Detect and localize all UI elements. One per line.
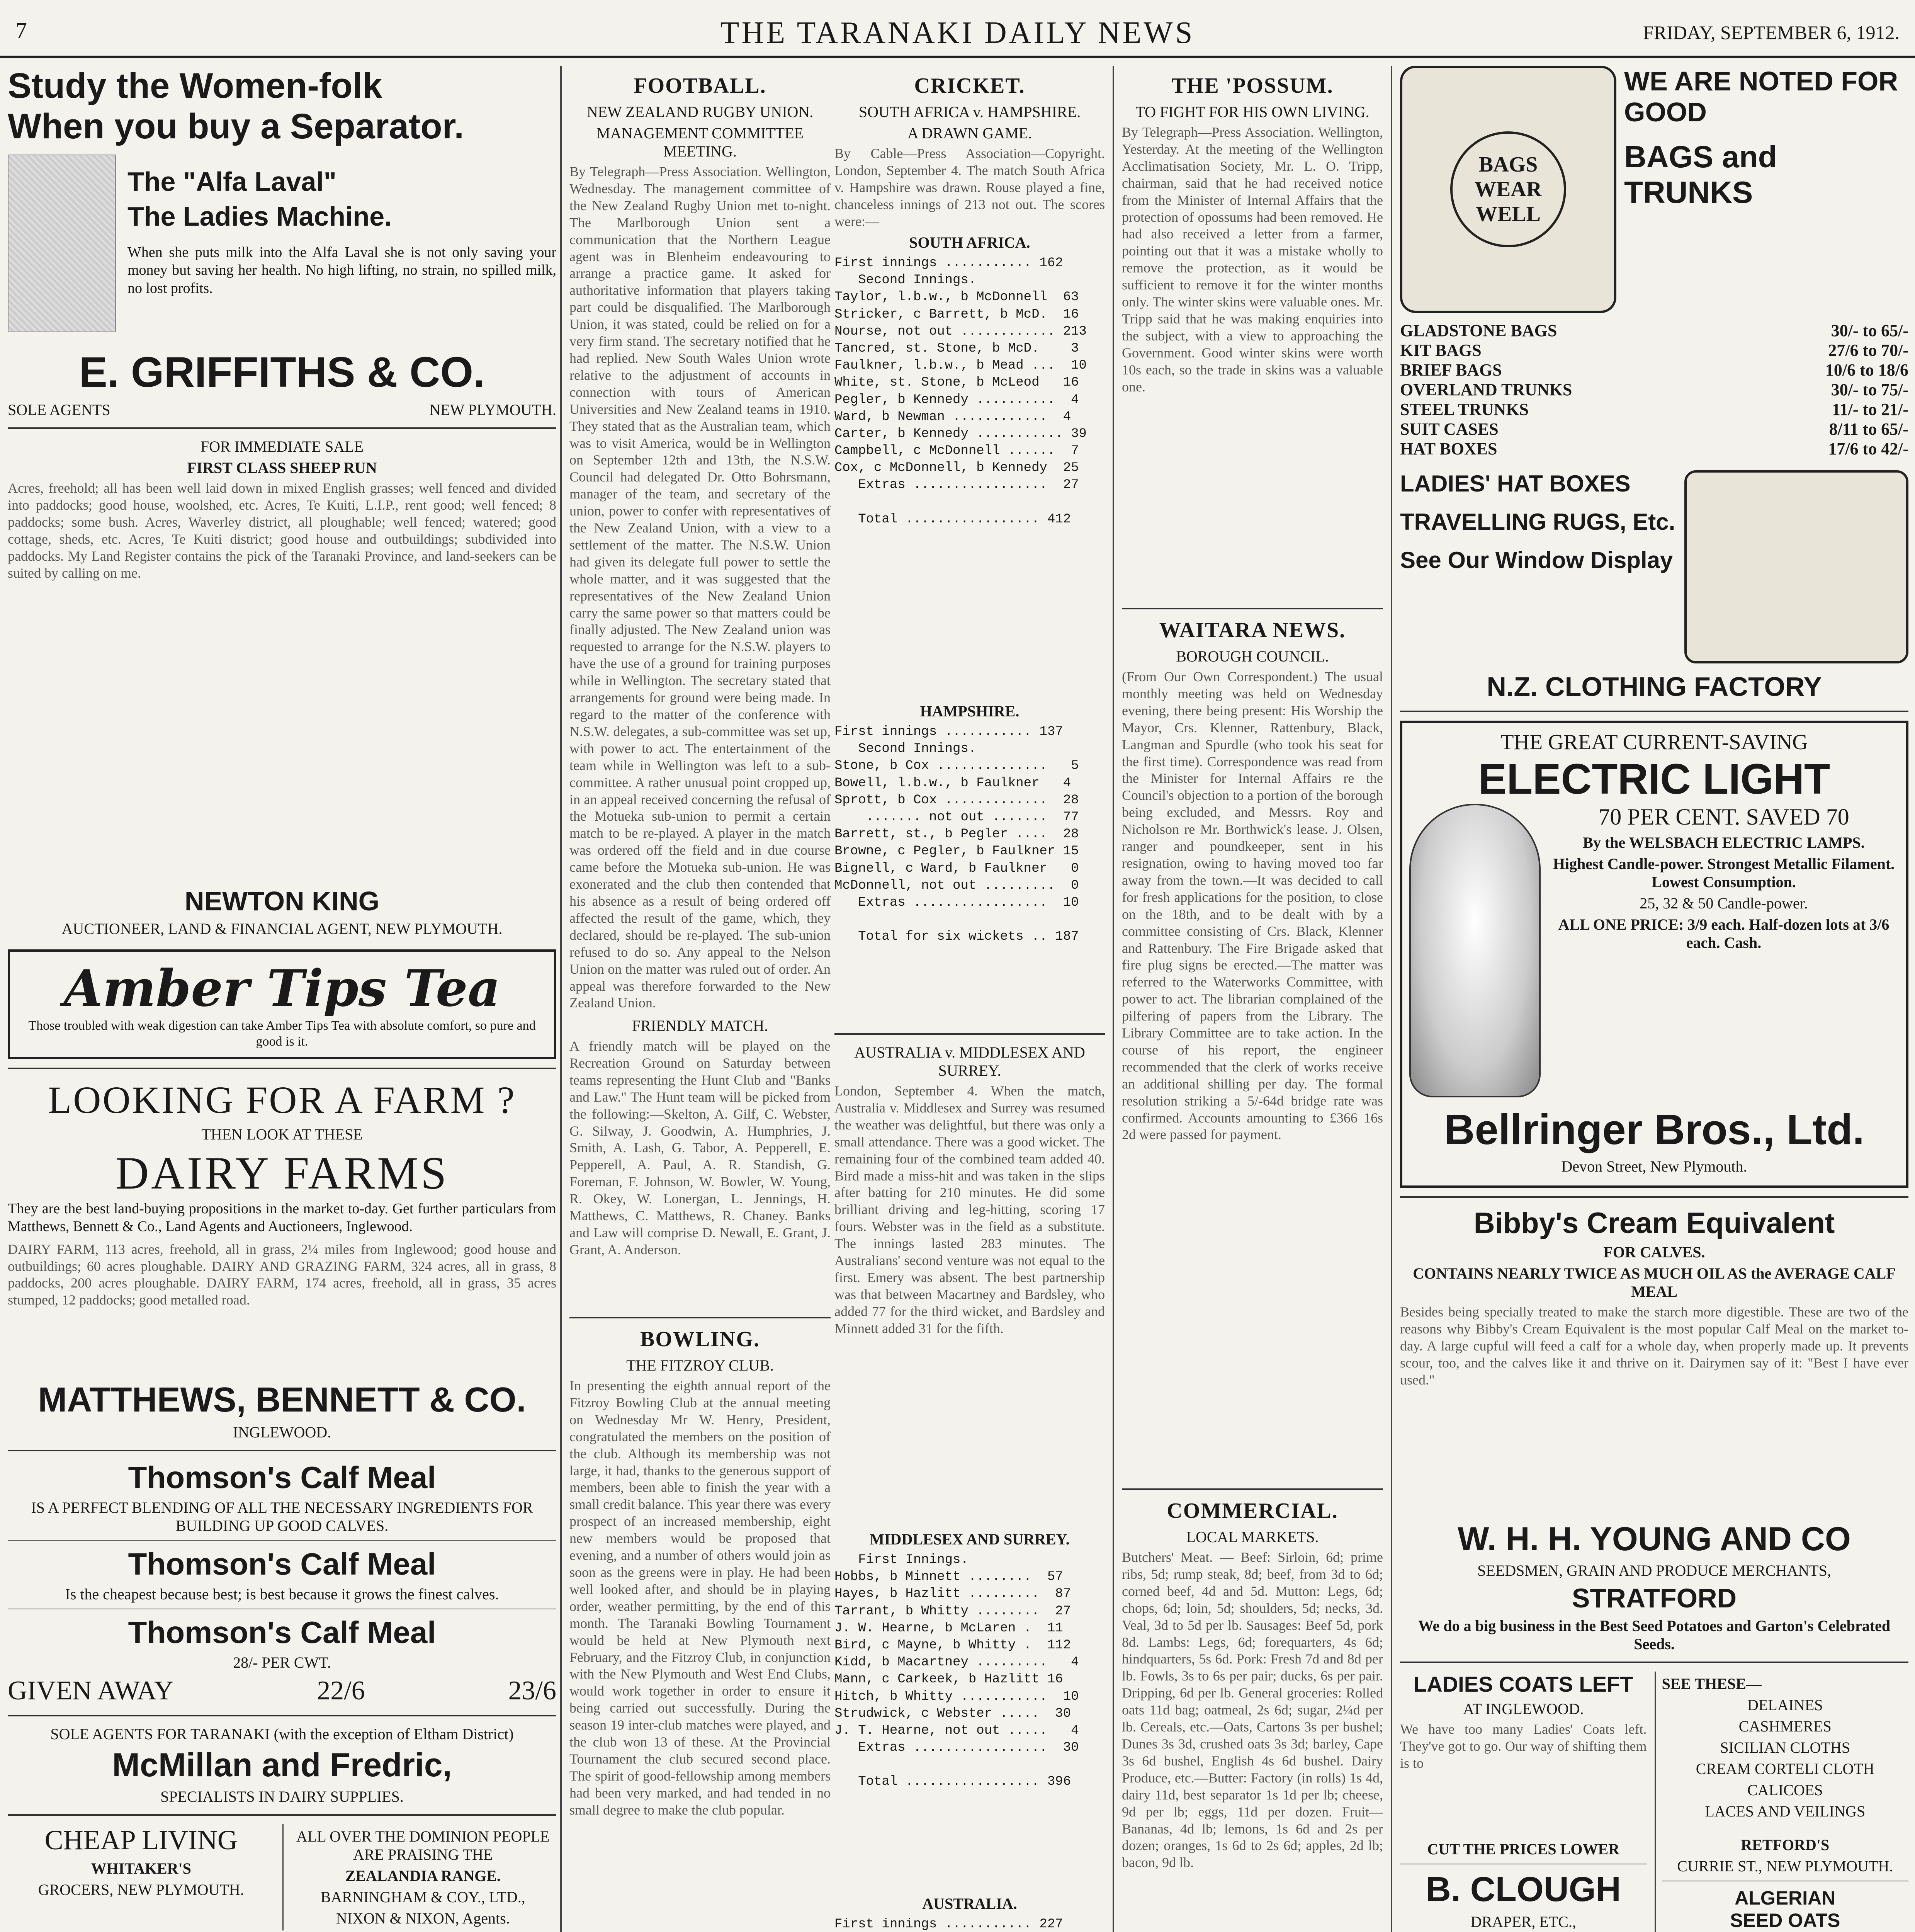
price-item: HAT BOXES	[1400, 439, 1497, 458]
column-sport	[560, 66, 831, 1932]
farm-then: THEN LOOK AT THESE	[201, 1125, 363, 1143]
football-article: By Telegraph—Press Association. Wellington, Wednesday. The management committee of the New Zealand Rugby Union met to-night. The Marlborough Union sent a communication that the Northern League agent was in Blenheim endeavouring to arrange a practice game. It asked for authoritative information that players taking part could be disqualified. The Marlborough Union, it was stated, could be relied on for a very firm stand. The secretary notified that he had replied. New South Wales Union wrote relative to the adjustment of accounts in connection with tours of American Universities and New Zealand teams in 1910. They stated that as the Australian team, which was to visit America, would be in Wellington on September 12th and 13th, the N.S.W. Council had delegated Dr. Otto Bohrsmann, manager of the team, and secretary of the union, power to confer with representatives of the New Zealand Union, with a view to a settlement of the matter. The N.S.W. Union had given its delegate full power to settle the whole matter, and it was suggested that the representatives of the New Zealand Union carry the same power so that matters could be finally adjusted. The New Zealand union was requested to arrange for the N.S.W. players to have the use of a ground for training purposes while in Wellington. The secretary stated that arrangements for ground were being made. In regard to the matter of the conference with N.S.W. delegates, a sub-committee was set up, with power to act. The entertainment of the team while in Wellington was left to a sub-committee. A rather unusual point cropped up, in an appeal received concerning the refusal of the Motueka sub-union to permit a certain match to be re-played. A player in the match was ordered off the field and in due course came before the Motueka sub-union. He was exonerated and the club then contended that his absence as a result of being ordered off affected the result of the game, which, they declared, should be re-played. The sub-union refused to do so. Any appeal to the Nelson Union on the matter was ruled out of order. An appeal was therefore forwarded to the New Zealand Union.	[569, 164, 831, 1011]
price-row	[1400, 419, 1908, 439]
alfa-laval-title: The "Alfa Laval"	[127, 167, 336, 197]
price-row	[1400, 380, 1908, 400]
bibby-sub: FOR CALVES.	[1603, 1243, 1705, 1261]
cricket-head: CRICKET.	[914, 74, 1025, 98]
price-item: OVERLAND TRUNKS	[1400, 380, 1572, 399]
fabric-item: SICILIAN CLOTHS	[1720, 1739, 1850, 1756]
trunk-illustration	[1684, 470, 1908, 663]
price-item: SUIT CASES	[1400, 420, 1499, 439]
masthead	[0, 0, 1915, 58]
issue-date: FRIDAY, SEPTEMBER 6, 1912.	[1643, 22, 1900, 43]
newton-king: NEWTON KING	[184, 886, 380, 916]
possum-article: By Telegraph—Press Association. Wellington, Yesterday. At the meeting of the Wellington Acclimatisation Society, Mr. L. O. Tripp, chairman, said that he had received notice from the Minister of Internal Affairs that the protection of opossums had been removed. He had also received a letter from a farmer, pointing out that it was a mistake wholly to remove the protection, as it would be sufficient to remove it for the winter months only. The winter skins were valuable ones. Mr. Tripp said that he was making enquiries into the subject, with a view to approaching the Government. Good winter skins were worth 10s each, so the trade in skins was a valuable one.	[1122, 124, 1383, 395]
nzru-sub: NEW ZEALAND RUGBY UNION.	[586, 103, 814, 121]
zealandia: ZEALANDIA RANGE.	[345, 1867, 501, 1884]
price-value: 17/6 to 42/-	[1828, 439, 1908, 458]
land-listings: Acres, freehold; all has been well laid down in mixed English grasses; well fenced and divided into paddocks; good house, woolshed, etc. Acres, Te Kuiti, L.I.P., rent good; well fenced; 8 paddocks; some bush. Acres, Waverley district, all ploughable; well fenced; watered; good cottage, sheds, etc. Acres, Te Kuiti district; good house and outbuildings; subdivided into paddocks. My Land Register contains the pick of the Taranaki Province, and land-seekers can be suited by calling on me.	[8, 480, 556, 581]
hampshire-sub: HAMPSHIRE.	[920, 702, 1020, 720]
nz-factory: N.Z. CLOTHING FACTORY	[1487, 672, 1822, 702]
page-number: 7	[15, 18, 27, 43]
clough-name: B. CLOUGH	[1426, 1870, 1621, 1909]
hants-scorecard: First innings ........... 137 Second Innings. Stone, b Cox .............. 5 Bowell, l.b.w., b Faulkner 4 Sprott, b Cox ............. 28 ....... not out ....... 77 Barrett, st., b Pegler .... 28 Browne, c Pegler, b Faulkner 15 Bignell, c Ward, b Faulkner 0 McDonnell, not out ......... 0 Extras ................. 10 Total for six wickets .. 187	[834, 724, 1079, 944]
price-22-6: 22/6	[317, 1675, 365, 1706]
ms-surrey-sub: MIDDLESEX AND SURREY.	[870, 1531, 1070, 1548]
fabric-item: LACES AND VEILINGS	[1705, 1803, 1866, 1820]
sole-taranaki: SOLE AGENTS FOR TARANAKI (with the exception of Eltham District)	[50, 1725, 514, 1743]
cut-prices: CUT THE PRICES LOWER	[1427, 1840, 1620, 1858]
electric-light: ELECTRIC LIGHT	[1478, 755, 1830, 803]
whitaker: WHITAKER'S	[91, 1859, 191, 1877]
price-list	[1400, 321, 1908, 459]
see-these: SEE THESE—	[1662, 1675, 1762, 1692]
price-row	[1400, 400, 1908, 419]
possum-head: THE 'POSSUM.	[1171, 74, 1334, 98]
candle-power-claims: Highest Candle-power. Strongest Metallic Filament. Lowest Consumption.	[1553, 855, 1895, 891]
one-price: ALL ONE PRICE: 3/9 each. Half-dozen lots at 3/6 each. Cash.	[1558, 916, 1890, 951]
calf-meal-2-sub: Is the cheapest because best; is best because it grows the finest calves.	[65, 1585, 499, 1603]
dominion: ALL OVER THE DOMINION PEOPLE ARE PRAISING THE	[296, 1827, 550, 1863]
bag-illustration	[1400, 66, 1616, 313]
price-value: 30/- to 75/-	[1831, 380, 1908, 399]
sale-sub: FIRST CLASS SHEEP RUN	[187, 459, 377, 476]
amber-tips-sub: Those troubled with weak digestion can take Amber Tips Tea with absolute comfort, so pure and good is it.	[28, 1019, 536, 1049]
waitara-article: (From Our Own Correspondent.) The usual monthly meeting was held on Wednesday evening, there being present: His Worship the Mayor, Crs. Klenner, Rattenbury, Black, Langman and Spurdle (who took his seat for the first time). Correspondence was read from the Minister for Internal Affairs re the Council's objection to a portion of the borough being excluded, and Messrs. Roy and Nicholson re Mr. Borthwick's lease. J. Olsen, ranger and poundkeeper, sent in his resignation, owing to having moved too far away from the town.—It was decided to call for fresh applications for the position, to close on the 18th, and to be dealt with by a committee consisting of Crs. Black, Klenner and Rattenbury. The Fire Brigade asked that fire plug signs be erected.—The matter was referred to the Waterworks Committee, with power to act. The librarian complained of the pilfering of papers from the Library. The Library Committee are to take action. In the course of his report, the engineer recommended that the clerk of works receive an additional shilling per day. The formal resolution striking a 5/-64d bridge rate was confirmed. Accounts amounting to £366 16s 2d were passed for payment.	[1122, 669, 1383, 1143]
price-item: KIT BAGS	[1400, 341, 1482, 360]
waitara-head: WAITARA NEWS.	[1159, 618, 1346, 642]
australia-sub: AUSTRALIA.	[922, 1895, 1017, 1912]
price-row	[1400, 360, 1908, 380]
sale-head: FOR IMMEDIATE SALE	[200, 438, 364, 455]
separator-headline-2: When you buy a Separator.	[8, 107, 464, 146]
barningham: BARNINGHAM & COY., LTD.,	[320, 1888, 525, 1906]
stratford: STRATFORD	[1572, 1583, 1737, 1613]
potatoes: We do a big business in the Best Seed Potatoes and Garton's Celebrated Seeds.	[1418, 1617, 1891, 1653]
column-advertisements-right	[1391, 66, 1908, 1932]
friendly-sub: FRIENDLY MATCH.	[632, 1017, 768, 1034]
price-value: 11/- to 21/-	[1832, 400, 1908, 419]
bibby-title: Bibby's Cream Equivalent	[1473, 1207, 1835, 1240]
matthews-town: INGLEWOOD.	[233, 1423, 331, 1441]
fabric-item: DELAINES	[1747, 1696, 1823, 1714]
cricket-intro: By Cable—Press Association—Copyright. London, September 4. The match South Africa v. Hampshire was drawn. Rouse played a fine, chanceless innings of 213 not out. The scores were:—	[834, 146, 1105, 229]
column-advertisements-left	[8, 66, 556, 1932]
mcmillan-name: McMillan and Fredric,	[112, 1746, 452, 1784]
dairy-farms: DAIRY FARMS	[115, 1147, 449, 1199]
fabric-item: CALICOES	[1747, 1781, 1823, 1799]
separator-text: When she puts milk into the Alfa Laval she is not only saving your money but saving her health. No high lifting, no strain, no spilled milk, no lost profits.	[127, 244, 556, 296]
matthews-name: MATTHEWS, BENNETT & CO.	[38, 1380, 526, 1419]
borough-sub: BOROUGH COUNCIL.	[1176, 648, 1329, 665]
calf-meal-3: Thomson's Calf Meal	[128, 1615, 436, 1650]
griffiths-town: NEW PLYMOUTH.	[429, 401, 556, 418]
price-row	[1400, 439, 1908, 459]
clough-draper: DRAPER, ETC.,	[1470, 1913, 1576, 1930]
bellringer: Bellringer Bros., Ltd.	[1444, 1106, 1864, 1153]
electric-head: THE GREAT CURRENT-SAVING	[1500, 730, 1808, 754]
dairy-farm-listings: DAIRY FARM, 113 acres, freehold, all in grass, 2¼ miles from Inglewood; good house and outbuildings; 60 acres ploughable. DAIRY AND GRAZING FARM, 324 acres, all in grass, 8 paddocks, 200 acres ploughable. DAIRY FARM, 174 acres, freehold, all in grass, 35 acres stumped, 12 paddocks; good metalled road.	[8, 1241, 556, 1308]
bibby-oil: CONTAINS NEARLY TWICE AS MUCH OIL AS the AVERAGE CALF MEAL	[1413, 1265, 1896, 1300]
coats-text: We have too many Ladies' Coats left. They've got to go. Our way of shifting them is to	[1400, 1721, 1647, 1771]
local-markets-sub: LOCAL MARKETS.	[1186, 1528, 1319, 1546]
price-row	[1400, 321, 1908, 340]
calf-meal-3-price: 28/- PER CWT.	[233, 1653, 331, 1671]
percent-saved: 70 PER CENT. SAVED 70	[1598, 804, 1849, 830]
lamp-illustration	[1409, 804, 1541, 1097]
ms-scorecard: First Innings. Hobbs, b Minnett ........ 57 Hayes, b Hazlitt ......... 87 Tarrant, b Whitty ........ 27 J. W. Hearne, b McLaren . 11 Bird, c Mayne, b Whitty . 112 Kidd, b Macartney ......... 4 Mann, c Carkeek, b Hazlitt 16 Hitch, b Whitty ........... 10 Strudwick, c Webster ..... 30 J. T. Hearne, not out ..... 4 Extras ................. 30 Total ................. 396	[834, 1553, 1079, 1789]
coats-inglewood: AT INGLEWOOD.	[1463, 1700, 1584, 1718]
bags-wear-well-badge: BAGS WEAR WELL	[1450, 131, 1566, 247]
column-cricket	[834, 66, 1105, 1932]
calf-meal-1-sub: IS A PERFECT BLENDING OF ALL THE NECESSARY INGREDIENTS FOR BUILDING UP GOOD CALVES.	[31, 1498, 533, 1534]
price-item: BRIEF BAGS	[1400, 361, 1502, 379]
fabric-item: CREAM CORTELI CLOTH	[1696, 1760, 1874, 1777]
fabric-list	[1662, 1696, 1909, 1820]
bibby-text: Besides being specially treated to make the starch more digestible. These are two of the reasons why Bibby's Cream Equivalent is the most popular Calf Meal on the market to-day. A large cupful will feed a calf for a whole day, when properly made up. It prevents scour, too, and the calves like it and thrive on it. Dairymen say of it: "Best I have ever used."	[1400, 1304, 1908, 1388]
sa-scorecard: First innings ........... 162 Second Innings. Taylor, l.b.w., b McDonnell 63 Stricker, c Barrett, b McD. 16 Nourse, not out ............ 213 Tancred, st. Stone, b McD. 3 Faulkner, l.b.w., b Mead ... 10 White, st. Stone, b McLeod 16 Pegler, b Kennedy .......... 4 Ward, b Newman ............ 4 Carter, b Kennedy ........... 39 Campbell, c McDonnell ...... 7 Cox, c McDonnell, b Kennedy 25 Extras ................. 27 Total ................. 412	[834, 256, 1087, 527]
football-head: FOOTBALL.	[634, 74, 766, 98]
aus-mx-sub: AUSTRALIA v. MIDDLESEX AND SURREY.	[854, 1044, 1085, 1079]
price-value: 8/11 to 65/-	[1829, 420, 1908, 439]
price-23-6: 23/6	[508, 1675, 556, 1706]
commercial-head: COMMERCIAL.	[1167, 1499, 1338, 1523]
hat-boxes: LADIES' HAT BOXES	[1400, 471, 1631, 497]
bowling-article: In presenting the eighth annual report of the Fitzroy Bowling Club at the annual meeting on Wednesday Mr W. Henry, President, congratulated the members on the position of the club. Although its membership was not large, it had, thanks to the generous support of members, been able to finish the year with a small credit balance. This year there was every prospect of an increased membership, eight new members would be proposed that evening, and a number of others would join as soon as the greens were in play. He had been well looked after, and should be in playing order, weather permitting, by the end of this month. The Taranaki Bowling Tournament would be held at New Plymouth next February, and the Fitzroy Club, in conjunction with the New Plymouth and West End Clubs, would work together in order to ensure it being carried out successfully. During the season 19 inter-club matches were played, and the club won 13 of these. At the Provincial Tournament the club secured second place. The spirit of good-fellowship among members had been very marked, and had tended in no small degree to make the club popular.	[569, 1378, 831, 1818]
friendly-article: A friendly match will be played on the Recreation Ground on Saturday between teams representing the Hunt Club and "Banks and Law." The Hunt team will be picked from the following:—Skelton, A. Gilf, C. Webster, G. Silway, J. Goodwin, A. Humphries, J. Smith, A. Lash, G. Tabor, A. Pepperell, E. Pepperell, A. Paul, A. R. Standish, G. Foreman, F. Johnson, W. Bowler, W. Young, R. Okey, W. Lonergan, L. Jennings, H. Matthews, C. Matthews, R. Chaney. Banks and Law will comprise D. Newall, E. Grant, J. Grant, A. Anderson.	[569, 1038, 831, 1257]
calf-meal-2: Thomson's Calf Meal	[128, 1546, 436, 1581]
bellringer-address: Devon Street, New Plymouth.	[1561, 1158, 1747, 1175]
fight-sub: TO FIGHT FOR HIS OWN LIVING.	[1135, 103, 1370, 121]
bowling-head: BOWLING.	[640, 1327, 760, 1351]
price-item: STEEL TRUNKS	[1400, 400, 1529, 419]
fabric-item: CASHMERES	[1738, 1718, 1832, 1735]
farm-question: LOOKING FOR A FARM ?	[48, 1078, 516, 1121]
curries: CURRIE ST., NEW PLYMOUTH.	[1677, 1857, 1893, 1875]
young-sub: SEEDSMEN, GRAIN AND PRODUCE MERCHANTS,	[1477, 1562, 1831, 1579]
dairy-text: They are the best land-buying propositions in the market to-day. Get further particulars from Matthews, Bennett & Co., Land Agents and Auctioneers, Inglewood.	[8, 1200, 556, 1235]
newton-sub: AUCTIONEER, LAND & FINANCIAL AGENT, NEW PLYMOUTH.	[61, 920, 503, 937]
cp-options: 25, 32 & 50 Candle-power.	[1640, 895, 1808, 912]
nixon: NIXON & NIXON, Agents.	[336, 1909, 510, 1927]
retford: RETFORD'S	[1741, 1836, 1830, 1854]
window-display: See Our Window Display	[1400, 547, 1673, 573]
rugs: TRAVELLING RUGS, Etc.	[1400, 509, 1675, 535]
calf-meal-1: Thomson's Calf Meal	[128, 1460, 436, 1495]
price-value: 27/6 to 70/-	[1828, 341, 1908, 360]
grocers: GROCERS, NEW PLYMOUTH.	[38, 1881, 244, 1898]
woman-illustration	[8, 155, 116, 332]
welsbach: By the WELSBACH ELECTRIC LAMPS.	[1583, 834, 1865, 851]
price-value: 30/- to 65/-	[1831, 321, 1908, 340]
seed-oats: SEED OATS	[1730, 1910, 1840, 1931]
mgmt-sub: MANAGEMENT COMMITTEE MEETING.	[596, 124, 804, 160]
noted-title: WE ARE NOTED FOR GOOD	[1624, 66, 1898, 127]
price-value: 10/6 to 18/6	[1825, 361, 1908, 379]
griffiths-name: E. GRIFFITHS & CO.	[79, 349, 485, 396]
bags-trunks: BAGS and TRUNKS	[1624, 139, 1777, 209]
amber-tips-logo: Amber Tips Tea	[63, 959, 500, 1018]
price-row	[1400, 340, 1908, 360]
given-away: GIVEN AWAY	[8, 1675, 174, 1706]
young-name: W. H. H. YOUNG AND CO	[1458, 1520, 1851, 1558]
price-item: GLADSTONE BAGS	[1400, 321, 1557, 340]
cheap-living: CHEAP LIVING	[44, 1824, 238, 1855]
algerian: ALGERIAN	[1735, 1887, 1836, 1909]
sa-hants-sub: SOUTH AFRICA v. HAMPSHIRE.	[858, 103, 1081, 121]
griffiths-sole: SOLE AGENTS	[8, 401, 110, 418]
south-africa-sub: SOUTH AFRICA.	[909, 234, 1030, 251]
separator-headline: Study the Women-folk	[8, 66, 382, 105]
drawn-sub: A DRAWN GAME.	[907, 124, 1032, 142]
mcmillan-sub: SPECIALISTS IN DAIRY SUPPLIES.	[160, 1787, 404, 1805]
aus-scorecard: First innings ........... 227	[834, 1917, 1063, 1932]
markets-article: Butchers' Meat. — Beef: Sirloin, 6d; prime ribs, 5d; rump steak, 8d; beef, from 3d to 6d; corned beef, 4d and 5d. Mutton: Legs, 6d; chops, 6d; loin, 5d; shoulders, 5d; necks, 3d. Veal, 3d to 5d per lb. Sausages: Beef 5d, pork 8d. Lambs: Legs, 6d; forequarters, 4s 6d; hindquarters, 5s 6d. Pork: Fresh 7d and 8d per lb. Fowls, 3s to 6s per pair; ducks, 6s per pair. Dripping, 6d per lb. General groceries: Rolled oats 11d bag; oatmeal, 2s 6d; sugar, 2¼d per lb. Cereals, etc.—Oats, Cartons 3s per bushel; Dunes 3s 3d, crushed oats 3s 3d; barley, Cape 3s 6d bushel, English 4s 6d bushel. Dairy Produce, etc.—Butter: Factory (in rolls) 1s 4d, dairy 11d, best separator 1s 1d per lb; cheese, 9d per lb; eggs, 11d per dozen. Fruit—Bananas, 4d lb; lemons, 1s 6d and 2s per dozen; oranges, 1s 6d to 2s 6d; apples, 2d lb; bacon, 9d lb.	[1122, 1549, 1383, 1871]
aus-article: London, September 4. When the match, Australia v. Middlesex and Surrey was resumed the weather was delightful, but there was only a small attendance. There was a good wicket. The remaining four of the combined team added 40. Bird made a miss-hit and was taken in the slips after batting for 210 minutes. He did some brilliant driving and leg-hitting, scoring 17 fours. Webster was in the field as a substitute. The innings lasted 283 minutes. The Australians' second venture was not equal to the first. Emery was absent. The best partnership was that between Macartney and Bardsley, who added 77 for the third wicket, and Bardsley and Minnett added 31 for the fifth.	[834, 1083, 1105, 1336]
coats-left: LADIES COATS LEFT	[1414, 1672, 1633, 1696]
column-news-right	[1113, 66, 1383, 1932]
newspaper-title: THE TARANAKI DAILY NEWS	[720, 16, 1195, 50]
ladies-machine: The Ladies Machine.	[127, 201, 392, 231]
fitzroy-sub: THE FITZROY CLUB.	[626, 1357, 774, 1374]
